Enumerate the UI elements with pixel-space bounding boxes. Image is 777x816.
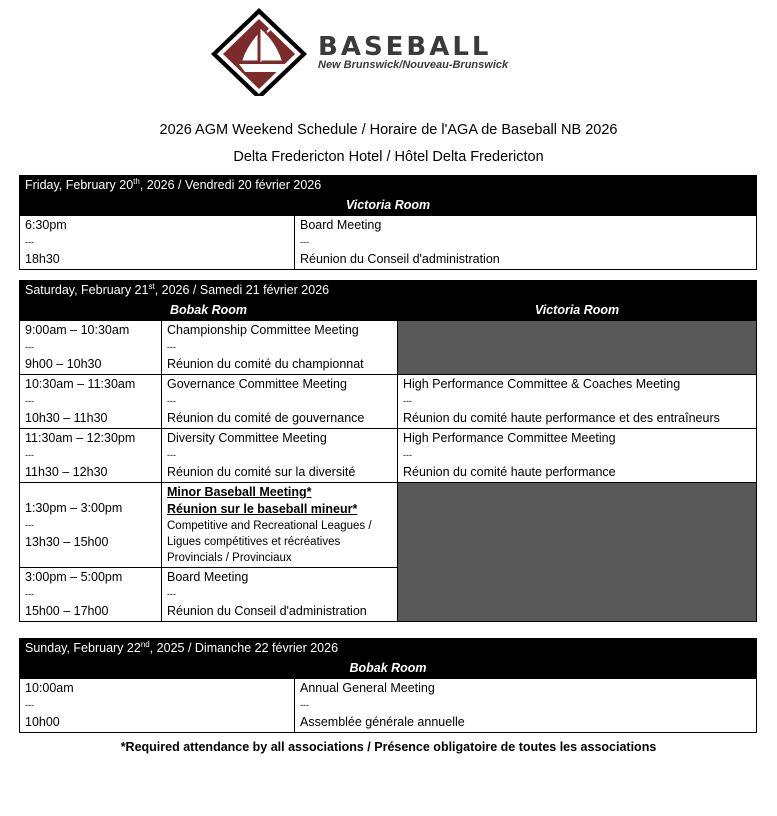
separator: --- — [300, 237, 309, 247]
separator: --- — [167, 589, 176, 599]
event-en: High Performance Committee Meeting — [403, 431, 616, 445]
event-en: Governance Committee Meeting — [167, 377, 347, 391]
event-en: Championship Committee Meeting — [167, 323, 359, 337]
time-en: 11:30am – 12:30pm — [25, 431, 136, 445]
logo-wordmark: BASEBALL — [318, 32, 492, 62]
separator: --- — [167, 342, 176, 352]
time-cell — [20, 483, 162, 568]
separator: --- — [25, 237, 34, 247]
time-fr: 15h00 – 17h00 — [25, 604, 109, 618]
separator: --- — [167, 396, 176, 406]
separator: --- — [403, 396, 412, 406]
time-en: 6:30pm — [25, 218, 67, 232]
table-row — [20, 321, 757, 375]
event-en: Minor Baseball Meeting* — [167, 485, 312, 499]
table-row — [20, 679, 757, 733]
time-en: 9:00am – 10:30am — [25, 323, 130, 337]
page-title: 2026 AGM Weekend Schedule / Horaire de l'AGA de Baseball NB 2026 — [159, 122, 618, 138]
saturday-schedule-table — [19, 280, 757, 622]
saturday-day-sup: st — [148, 281, 155, 291]
saturday-day-label-rest: , 2026 / Samedi 21 février 2026 — [154, 283, 330, 297]
event-detail: Provincials / Provinciaux — [167, 552, 292, 564]
friday-day-header — [20, 176, 757, 196]
victoria-event-cell — [398, 429, 757, 483]
friday-room: Victoria Room — [20, 196, 757, 216]
time-en: 3:00pm – 5:00pm — [25, 570, 123, 584]
friday-room-header — [20, 196, 757, 216]
event-fr: Réunion du comité haute performance et des entraîneurs — [403, 411, 720, 425]
table-row — [20, 429, 757, 483]
bobak-event-cell — [162, 483, 398, 568]
event-cell — [295, 216, 757, 270]
saturday-day-label: Saturday, February 21 — [25, 283, 149, 297]
saturday-room-header — [20, 301, 757, 321]
logo-subtitle: New Brunswick/Nouveau-Brunswick — [318, 59, 509, 71]
footnote: *Required attendance by all associations / Présence obligatoire de toutes les associations — [120, 740, 657, 754]
time-fr: 10h30 – 11h30 — [25, 411, 108, 425]
table-row — [20, 216, 757, 270]
event-detail: Ligues compétitives et récréatives — [167, 536, 341, 548]
separator: --- — [25, 700, 34, 710]
friday-day-sup: th — [133, 176, 140, 186]
event-fr: Réunion du comité haute performance — [403, 465, 616, 479]
separator: --- — [25, 519, 34, 530]
diamond-sail-emblem — [211, 8, 307, 96]
event-fr: Réunion du comité sur la diversité — [167, 465, 356, 479]
event-fr: Réunion du Conseil d'administration — [300, 252, 500, 266]
saturday-day-header — [20, 281, 757, 301]
bobak-event-cell — [162, 321, 398, 375]
separator: --- — [167, 450, 176, 460]
time-fr: 9h00 – 10h30 — [25, 357, 102, 371]
separator: --- — [25, 450, 34, 460]
event-fr: Assemblée générale annuelle — [300, 715, 465, 729]
time-en: 10:30am – 11:30am — [25, 377, 136, 391]
time-fr: 11h30 – 12h30 — [25, 465, 108, 479]
separator: --- — [300, 700, 309, 710]
sunday-day-label-rest: , 2025 / Dimanche 22 février 2026 — [149, 641, 339, 655]
empty-slot — [398, 321, 757, 375]
sunday-day-label: Sunday, February 22 — [25, 641, 141, 655]
friday-day-label-rest: , 2026 / Vendredi 20 février 2026 — [139, 178, 322, 192]
bobak-event-cell — [162, 568, 398, 622]
event-en: Annual General Meeting — [300, 681, 435, 695]
table-row — [20, 375, 757, 429]
sunday-room: Bobak Room — [20, 659, 757, 679]
sunday-day-header — [20, 639, 757, 659]
time-fr: 13h30 – 15h00 — [25, 534, 109, 549]
friday-day-label: Friday, February 20 — [25, 178, 134, 192]
table-row — [20, 483, 757, 568]
separator: --- — [25, 589, 34, 599]
bobak-event-cell — [162, 429, 398, 483]
time-en: 1:30pm – 3:00pm — [25, 500, 123, 515]
event-cell — [295, 679, 757, 733]
sunday-room-header — [20, 659, 757, 679]
bobak-event-cell — [162, 375, 398, 429]
time-cell — [20, 216, 295, 270]
event-fr: Réunion du Conseil d'administration — [167, 604, 367, 618]
event-en: Board Meeting — [300, 218, 382, 232]
time-cell — [20, 568, 162, 622]
event-detail: Competitive and Recreational Leagues / — [167, 520, 372, 532]
time-cell — [20, 429, 162, 483]
event-en: Diversity Committee Meeting — [167, 431, 327, 445]
event-en: Board Meeting — [167, 570, 249, 584]
victoria-event-cell — [398, 375, 757, 429]
separator: --- — [403, 450, 412, 460]
event-en: High Performance Committee & Coaches Meeting — [403, 377, 681, 391]
separator: --- — [25, 396, 34, 406]
time-cell — [20, 375, 162, 429]
sunday-schedule-table — [19, 638, 757, 733]
separator: --- — [25, 342, 34, 352]
event-fr: Réunion du comité du championnat — [167, 357, 364, 371]
victoria-room-header: Victoria Room — [398, 301, 757, 321]
time-cell — [20, 679, 295, 733]
bobak-room-header: Bobak Room — [20, 301, 398, 321]
time-cell — [20, 321, 162, 375]
friday-schedule-table — [19, 175, 757, 270]
time-en: 10:00am — [25, 681, 74, 695]
empty-slot — [398, 483, 757, 622]
event-fr: Réunion sur le baseball mineur* — [167, 502, 358, 516]
event-fr: Réunion du comité de gouvernance — [167, 411, 365, 425]
venue-title: Delta Fredericton Hotel / Hôtel Delta Fredericton — [233, 149, 544, 165]
time-fr: 10h00 — [25, 715, 60, 729]
sunday-day-sup: nd — [140, 639, 150, 649]
time-fr: 18h30 — [25, 252, 60, 266]
